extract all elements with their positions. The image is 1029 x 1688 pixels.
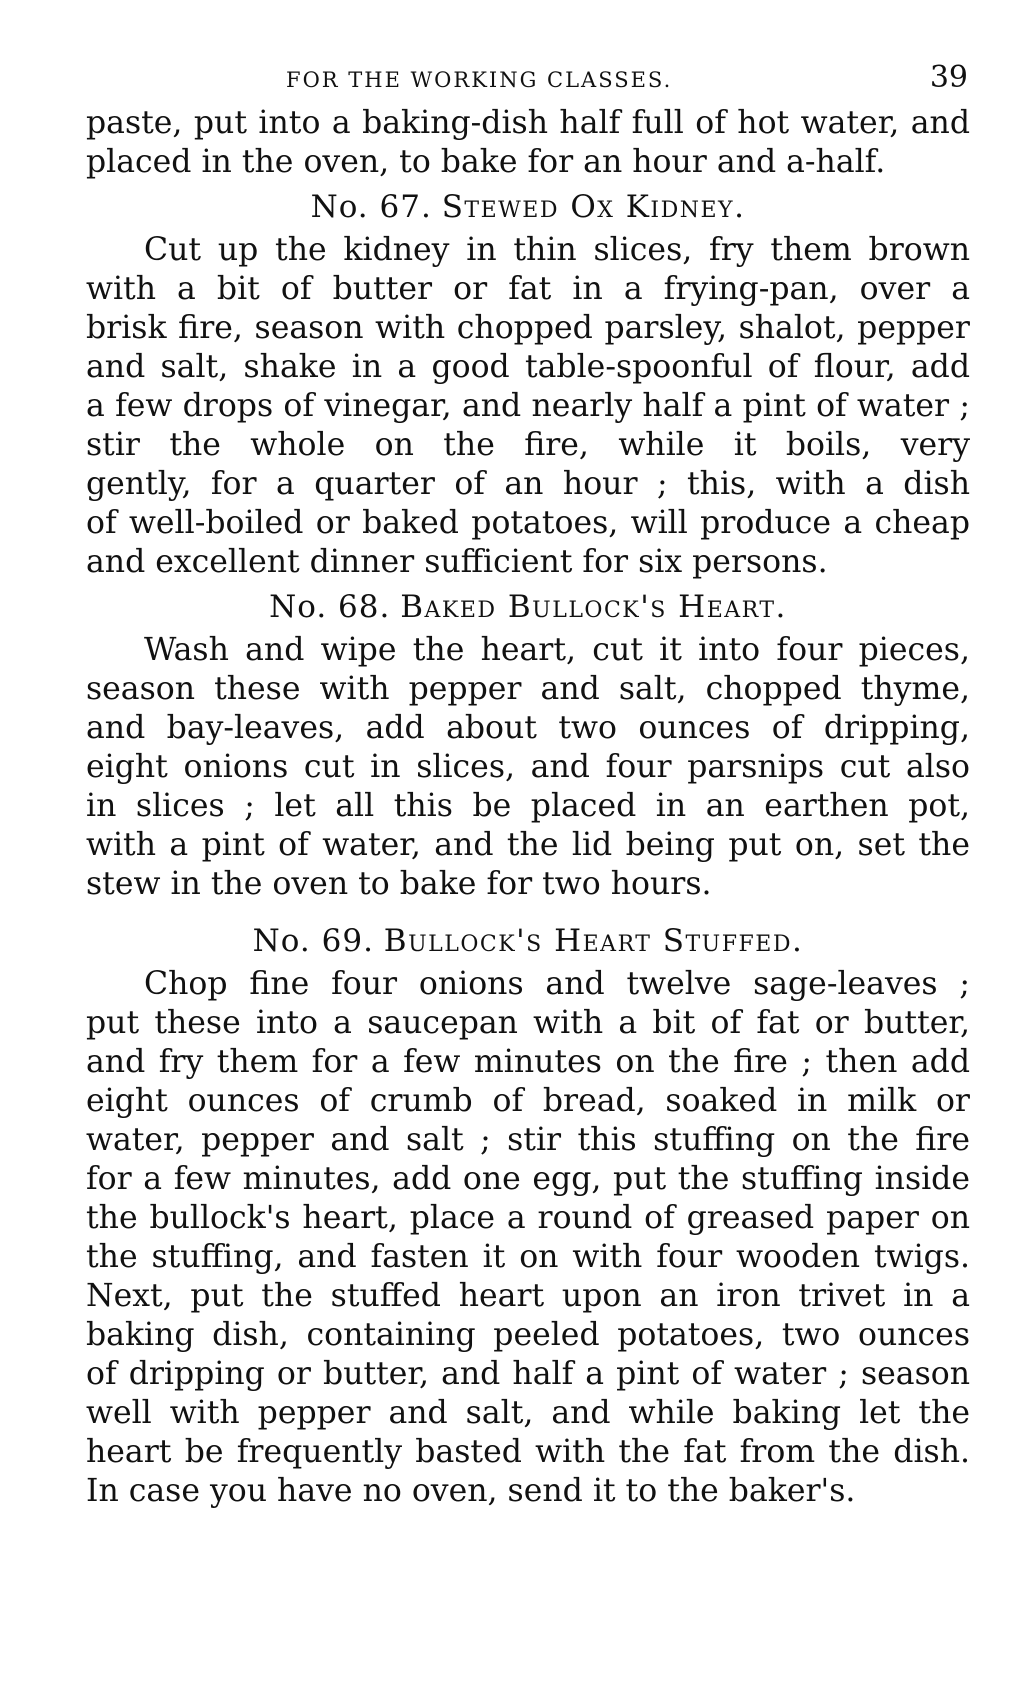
text-line: a few drops of vinegar, and nearly half a pint of water ; (86, 388, 970, 424)
text-line: with a pint of water, and the lid being put on, set the (86, 827, 970, 863)
text-line: of dripping or butter, and half a pint of water ; season (86, 1356, 970, 1392)
recipe-body-69 (86, 965, 970, 1511)
intro-paragraph (86, 104, 970, 182)
recipe-body-67 (86, 231, 970, 582)
text-line: with a bit of butter or fat in a frying-pan, over a (86, 271, 970, 307)
text-line: placed in the oven, to bake for an hour and a-half. (86, 144, 886, 180)
recipe-title: Stewed Ox Kidney. (441, 189, 746, 225)
running-header (86, 60, 970, 104)
recipe-heading-68 (86, 588, 970, 627)
text-line: In case you have no oven, send it to the baker's. (86, 1473, 856, 1509)
text-line: and excellent dinner sufficient for six persons. (86, 544, 828, 580)
text-line: eight ounces of crumb of bread, soaked in milk or (86, 1083, 970, 1119)
text-line: and bay-leaves, add about two ounces of dripping, (86, 710, 970, 746)
text-line: of well-boiled or baked potatoes, will produce a cheap (86, 505, 970, 541)
text-line: paste, put into a baking-dish half full of hot water, and (86, 105, 970, 141)
text-line: the bullock's heart, place a round of greased paper on (86, 1200, 970, 1236)
text-line: stir the whole on the fire, while it boils, very (86, 427, 970, 463)
text-line: put these into a saucepan with a bit of fat or butter, (86, 1005, 970, 1041)
text-line: brisk fire, season with chopped parsley, shalot, pepper (86, 310, 970, 346)
recipe-number: No. 68. (269, 589, 391, 625)
recipe-title: Baked Bullock's Heart. (400, 589, 787, 625)
text-line: Wash and wipe the heart, cut it into four pieces, (144, 632, 970, 668)
text-line: baking dish, containing peeled potatoes, two ounces (86, 1317, 970, 1353)
recipe-heading-69 (86, 922, 970, 961)
page-number: 39 (929, 60, 968, 95)
text-line: the stuffing, and fasten it on with four wooden twigs. (86, 1239, 970, 1275)
text-line: heart be frequently basted with the fat from the dish. (86, 1434, 970, 1470)
book-page (86, 60, 970, 1511)
text-line: Chop fine four onions and twelve sage-leaves ; (144, 966, 970, 1002)
text-line: in slices ; let all this be placed in an earthen pot, (86, 788, 970, 824)
text-line: gently, for a quarter of an hour ; this, with a dish (86, 466, 970, 502)
recipe-title: Bullock's Heart Stuffed. (383, 923, 804, 959)
text-line: eight onions cut in slices, and four parsnips cut also (86, 749, 970, 785)
text-line: Cut up the kidney in thin slices, fry them brown (144, 232, 970, 268)
running-title: FOR THE WORKING CLASSES. (286, 68, 673, 92)
recipe-number: No. 69. (252, 923, 374, 959)
text-line: and fry them for a few minutes on the fire ; then add (86, 1044, 970, 1080)
text-line: season these with pepper and salt, chopped thyme, (86, 671, 970, 707)
text-line: well with pepper and salt, and while baking let the (86, 1395, 970, 1431)
text-line: stew in the oven to bake for two hours. (86, 866, 712, 902)
text-line: for a few minutes, add one egg, put the stuffing inside (86, 1161, 970, 1197)
recipe-heading-67 (86, 188, 970, 227)
text-line: Next, put the stuffed heart upon an iron trivet in a (86, 1278, 970, 1314)
text-line: and salt, shake in a good table-spoonful of flour, add (86, 349, 970, 385)
text-line: water, pepper and salt ; stir this stuffing on the fire (86, 1122, 970, 1158)
recipe-number: No. 67. (310, 189, 432, 225)
recipe-body-68 (86, 631, 970, 904)
